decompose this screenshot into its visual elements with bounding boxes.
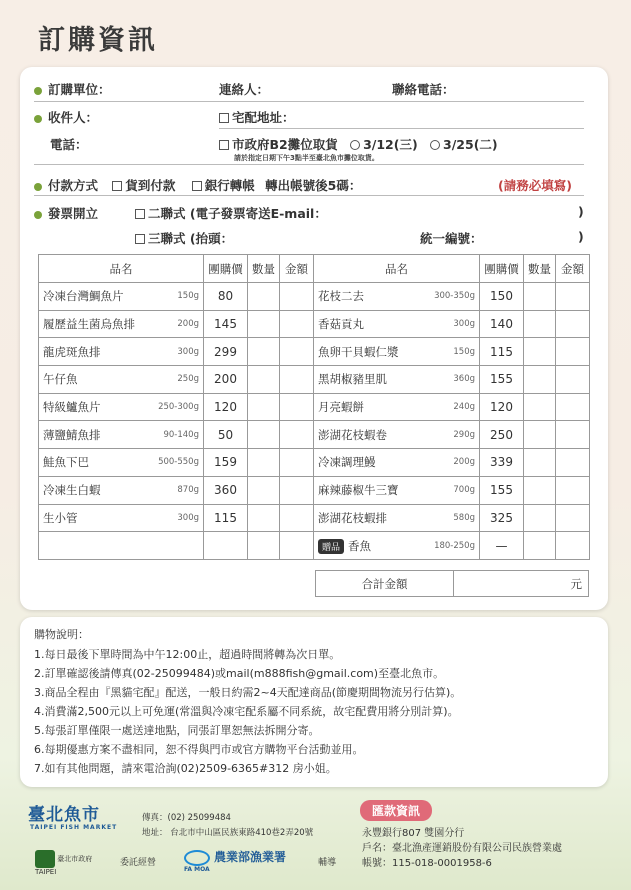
price-cell: 299 — [204, 338, 248, 366]
product-name-cell — [314, 393, 480, 421]
product-name-cell — [39, 393, 204, 421]
phone-label: 聯絡電話： — [392, 82, 455, 97]
product-name: 月亮蝦餅 — [318, 400, 364, 415]
product-name-cell — [314, 338, 480, 366]
price-cell: 200 — [204, 366, 248, 394]
product-name-cell — [39, 504, 204, 532]
contact-label: 連絡人： — [219, 82, 270, 97]
table-row — [39, 449, 590, 477]
note-item: 3.商品全程由『黑貓宅配』配送，一般日約需2~4天配達商品(節慶期間物流另行估算)。 — [34, 686, 462, 699]
product-weight: 90-140g — [163, 429, 199, 440]
pickup-note: 請於指定日期下午3點半至臺北魚市攤位取貨。 — [234, 154, 379, 162]
empty-cell — [39, 532, 204, 560]
amount-cell[interactable] — [556, 421, 590, 449]
divider — [34, 164, 584, 165]
product-name-cell — [314, 283, 480, 311]
price-cell: 155 — [480, 476, 524, 504]
product-name: 冷凍台灣鯛魚片 — [43, 289, 124, 304]
empty-cell — [280, 532, 314, 560]
price-cell: 115 — [204, 504, 248, 532]
price-cell: 140 — [480, 310, 524, 338]
pickup-checkbox[interactable] — [219, 140, 229, 150]
amount-cell[interactable] — [556, 338, 590, 366]
note-item: 6.每期優惠方案不盡相同，恕不得與門市或官方購物平台活動並用。 — [34, 743, 364, 756]
product-weight: 300-350g — [434, 291, 475, 302]
amount-cell[interactable] — [556, 393, 590, 421]
total-amount-field[interactable]: 元 — [454, 571, 589, 597]
divider — [219, 128, 584, 129]
pickup-date1: 3/12(三) — [363, 137, 418, 152]
table-row — [39, 421, 590, 449]
note-item: 5.每張訂單僅限一處送達地點，同張訂單恕無法拆開分寄。 — [34, 724, 320, 737]
product-weight: 300g — [453, 319, 475, 330]
taipei-gov-logo — [35, 850, 92, 876]
invoice-three-label: 三聯式 (抬頭： — [148, 231, 234, 246]
product-weight: 870g — [177, 485, 199, 496]
required-note: (請務必填寫) — [498, 178, 572, 193]
fa-short: FA MOA — [184, 865, 210, 873]
invoice-field — [34, 204, 98, 222]
qty-cell[interactable] — [248, 476, 280, 504]
product-weight: 250-300g — [158, 402, 199, 413]
gift-weight: 180-250g — [434, 540, 475, 551]
bullet-icon — [34, 87, 42, 95]
invoice-three-checkbox[interactable] — [135, 234, 145, 244]
cod-label: 貨到付款 — [125, 178, 176, 193]
tel-field[interactable] — [50, 135, 88, 153]
qty-cell[interactable] — [248, 310, 280, 338]
price-cell: 360 — [204, 476, 248, 504]
divider — [34, 101, 584, 102]
product-name-cell — [39, 476, 204, 504]
price-cell: 250 — [480, 421, 524, 449]
logo-subtitle: TAIPEI FISH MARKET — [30, 824, 118, 831]
price-cell: 159 — [204, 449, 248, 477]
product-name-cell — [39, 283, 204, 311]
amount-cell[interactable] — [280, 310, 314, 338]
transfer-label: 銀行轉帳 — [204, 178, 255, 193]
recipient-label: 收件人： — [48, 110, 99, 125]
qty-cell[interactable] — [524, 449, 556, 477]
invoice-two-checkbox[interactable] — [135, 209, 145, 219]
amount-cell[interactable] — [556, 449, 590, 477]
col-amount: 金額 — [556, 255, 590, 283]
qty-cell[interactable] — [248, 449, 280, 477]
amount-cell[interactable] — [280, 393, 314, 421]
qty-cell[interactable] — [524, 504, 556, 532]
product-name: 鮭魚下巴 — [43, 455, 89, 470]
price-cell: 120 — [480, 393, 524, 421]
gift-name-cell — [314, 532, 480, 560]
gov-name: 臺北市政府 — [57, 855, 93, 863]
order-table — [38, 254, 590, 560]
bullet-icon — [34, 211, 42, 219]
product-name-cell — [39, 338, 204, 366]
product-weight: 250g — [177, 374, 199, 385]
gift-name: 香魚 — [348, 538, 372, 553]
product-name-cell — [39, 310, 204, 338]
amount-cell[interactable] — [280, 338, 314, 366]
product-weight: 580g — [453, 512, 475, 523]
amount-cell[interactable] — [280, 366, 314, 394]
delivery-option[interactable] — [219, 108, 295, 126]
order-unit-label: 訂購單位： — [48, 82, 111, 97]
pickup-date2: 3/25(二) — [443, 137, 498, 152]
price-cell: 50 — [204, 421, 248, 449]
notes-list — [34, 645, 594, 778]
amount-cell[interactable] — [280, 421, 314, 449]
product-weight: 500-550g — [158, 457, 199, 468]
col-price: 團購價 — [204, 255, 248, 283]
product-name-cell — [314, 366, 480, 394]
product-weight: 240g — [453, 402, 475, 413]
product-weight: 150g — [177, 291, 199, 302]
col-name: 品名 — [314, 255, 480, 283]
product-name: 香菇貢丸 — [318, 317, 364, 332]
payment-transfer-option[interactable] — [192, 178, 255, 193]
pickup-date2-option[interactable] — [430, 137, 498, 152]
empty-cell — [248, 532, 280, 560]
table-row — [39, 393, 590, 421]
price-cell: 115 — [480, 338, 524, 366]
paren-close: ) — [578, 204, 584, 219]
product-name: 薄鹽鯖魚排 — [43, 427, 101, 442]
remit-bank: 永豐銀行807 雙園分行 — [362, 828, 465, 839]
note-item: 7.如有其他問題，請來電洽詢(02)2509-6365#312 房小姐。 — [34, 762, 337, 775]
product-name: 履歷益生菌烏魚排 — [43, 317, 135, 332]
amount-cell[interactable] — [556, 476, 590, 504]
price-cell: 150 — [480, 283, 524, 311]
bullet-icon — [34, 115, 42, 123]
product-weight: 290g — [453, 429, 475, 440]
guide-text: 輔導 — [318, 858, 337, 868]
order-form-card — [20, 67, 608, 610]
qty-cell[interactable] — [524, 283, 556, 311]
fa-icon — [184, 850, 210, 866]
table-header-row — [39, 255, 590, 283]
qty-cell[interactable] — [248, 504, 280, 532]
qty-cell[interactable] — [248, 366, 280, 394]
invoice-label: 發票開立 — [48, 206, 99, 221]
divider — [34, 195, 584, 196]
pickup-label: 市政府B2攤位取貨 — [232, 137, 338, 152]
remit-account-name: 戶名：臺北漁產運銷股份有限公司民族營業處 — [362, 843, 562, 854]
product-name: 龍虎斑魚排 — [43, 344, 101, 359]
qty-cell[interactable] — [524, 476, 556, 504]
amount-cell[interactable] — [280, 449, 314, 477]
col-name: 品名 — [39, 255, 204, 283]
price-cell: 145 — [204, 310, 248, 338]
amount-cell[interactable] — [556, 283, 590, 311]
product-name: 冷凍生白蝦 — [43, 483, 101, 498]
invoice-three-option[interactable] — [135, 229, 233, 247]
product-name-cell — [314, 310, 480, 338]
gift-badge: 贈品 — [318, 539, 344, 554]
fa-name: 農業部漁業署 — [214, 850, 287, 864]
total-row — [316, 571, 589, 597]
empty-cell — [524, 532, 556, 560]
fisheries-agency-logo — [184, 848, 286, 873]
product-name-cell — [314, 504, 480, 532]
transfer-account-label: 轉出帳號後5碼： — [265, 178, 362, 193]
total-table — [315, 570, 589, 597]
product-weight: 300g — [177, 512, 199, 523]
table-row — [39, 504, 590, 532]
contact-field[interactable] — [219, 80, 269, 98]
product-name: 午仔魚 — [43, 372, 78, 387]
product-name: 生小管 — [43, 510, 78, 525]
price-cell: 155 — [480, 366, 524, 394]
payment-cod-option[interactable] — [112, 178, 175, 193]
product-weight: 700g — [453, 485, 475, 496]
amount-cell[interactable] — [280, 504, 314, 532]
entrust-text: 委託經營 — [120, 858, 157, 868]
note-item: 1.每日最後下單時間為中午12:00止，超過時間將轉為次日單。 — [34, 648, 341, 661]
empty-cell — [556, 532, 590, 560]
product-name: 花枝二去 — [318, 289, 364, 304]
amount-cell[interactable] — [556, 366, 590, 394]
shopping-notes — [20, 617, 608, 787]
pickup-option[interactable] — [219, 135, 498, 153]
qty-cell[interactable] — [248, 393, 280, 421]
product-weight: 300g — [177, 346, 199, 357]
product-weight: 200g — [177, 319, 199, 330]
delivery-checkbox[interactable] — [219, 113, 229, 123]
table-row — [39, 310, 590, 338]
amount-cell[interactable] — [556, 504, 590, 532]
col-qty: 數量 — [524, 255, 556, 283]
phone-field[interactable] — [392, 80, 455, 98]
taipei-gov-icon — [35, 850, 55, 868]
tel-label: 電話： — [50, 137, 88, 152]
product-name-cell — [314, 449, 480, 477]
tax-id-label: 統一編號： — [420, 231, 483, 246]
product-name: 冷凍調理鰻 — [318, 455, 376, 470]
invoice-two-label: 二聯式 (電子發票寄送E-mail： — [148, 206, 327, 221]
qty-cell[interactable] — [524, 393, 556, 421]
remit-badge: 匯款資訊 — [360, 800, 432, 821]
paren-close: ) — [578, 229, 584, 244]
empty-cell — [204, 532, 248, 560]
payment-label: 付款方式 — [48, 178, 99, 193]
table-row — [39, 366, 590, 394]
gift-row — [39, 532, 590, 560]
amount-cell[interactable] — [280, 476, 314, 504]
transfer-checkbox[interactable] — [192, 181, 202, 191]
product-name-cell — [39, 421, 204, 449]
amount-cell[interactable] — [280, 283, 314, 311]
notes-title: 購物說明： — [34, 628, 89, 641]
gov-sub: TAIPEI — [35, 868, 57, 876]
qty-cell[interactable] — [524, 421, 556, 449]
product-name-cell — [39, 366, 204, 394]
gift-price: — — [480, 532, 524, 560]
product-name-cell — [39, 449, 204, 477]
total-label: 合計金額 — [316, 571, 454, 597]
bullet-icon — [34, 183, 42, 191]
address-text: 地址： 台北市中山區民族東路410巷2弄20號 — [142, 828, 314, 838]
product-name: 麻辣藤椒牛三寶 — [318, 483, 399, 498]
product-name: 特級鱸魚片 — [43, 400, 101, 415]
product-name: 澎湖花枝蝦卷 — [318, 427, 387, 442]
table-row — [39, 338, 590, 366]
invoice-two-option[interactable] — [135, 204, 327, 222]
table-row — [39, 283, 590, 311]
qty-cell[interactable] — [524, 338, 556, 366]
note-item: 2.訂單確認後請傳真(02-25099484)或mail(m888fish@gmail.com)至臺北魚市。 — [34, 667, 445, 680]
qty-cell[interactable] — [524, 310, 556, 338]
payment-field — [34, 176, 361, 194]
remit-account-no: 帳號：115-018-0001958-6 — [362, 858, 492, 869]
remit-info — [362, 826, 562, 871]
product-name: 魚卵干貝蝦仁漿 — [318, 344, 399, 359]
col-amount: 金額 — [280, 255, 314, 283]
price-cell: 80 — [204, 283, 248, 311]
product-name: 澎湖花枝蝦排 — [318, 510, 387, 525]
product-name-cell — [314, 476, 480, 504]
recipient-field[interactable] — [34, 108, 98, 126]
delivery-label: 宅配地址： — [232, 110, 295, 125]
page-title: 訂購資訊 — [38, 25, 158, 56]
qty-cell[interactable] — [248, 338, 280, 366]
product-weight: 360g — [453, 374, 475, 385]
product-name: 黑胡椒豬里肌 — [318, 372, 387, 387]
product-name-cell — [314, 421, 480, 449]
qty-cell[interactable] — [524, 366, 556, 394]
qty-cell[interactable] — [248, 283, 280, 311]
cod-checkbox[interactable] — [112, 181, 122, 191]
col-qty: 數量 — [248, 255, 280, 283]
pickup-date1-option[interactable] — [350, 137, 418, 152]
taipei-fish-market-logo: 臺北魚市 — [28, 805, 100, 825]
qty-cell[interactable] — [248, 421, 280, 449]
table-row — [39, 476, 590, 504]
price-cell: 120 — [204, 393, 248, 421]
contact-info — [142, 811, 313, 841]
amount-cell[interactable] — [556, 310, 590, 338]
date1-radio[interactable] — [350, 140, 360, 150]
fax-text: 傳真：(02) 25099484 — [142, 813, 231, 823]
note-item: 4.消費滿2,500元以上可免運(常溫與冷凍宅配系屬不同系統，故宅配費用將分別計算)。 — [34, 705, 459, 718]
order-unit-field[interactable] — [34, 80, 111, 98]
product-weight: 200g — [453, 457, 475, 468]
price-cell: 325 — [480, 504, 524, 532]
date2-radio[interactable] — [430, 140, 440, 150]
col-price: 團購價 — [480, 255, 524, 283]
product-weight: 150g — [453, 346, 475, 357]
price-cell: 339 — [480, 449, 524, 477]
